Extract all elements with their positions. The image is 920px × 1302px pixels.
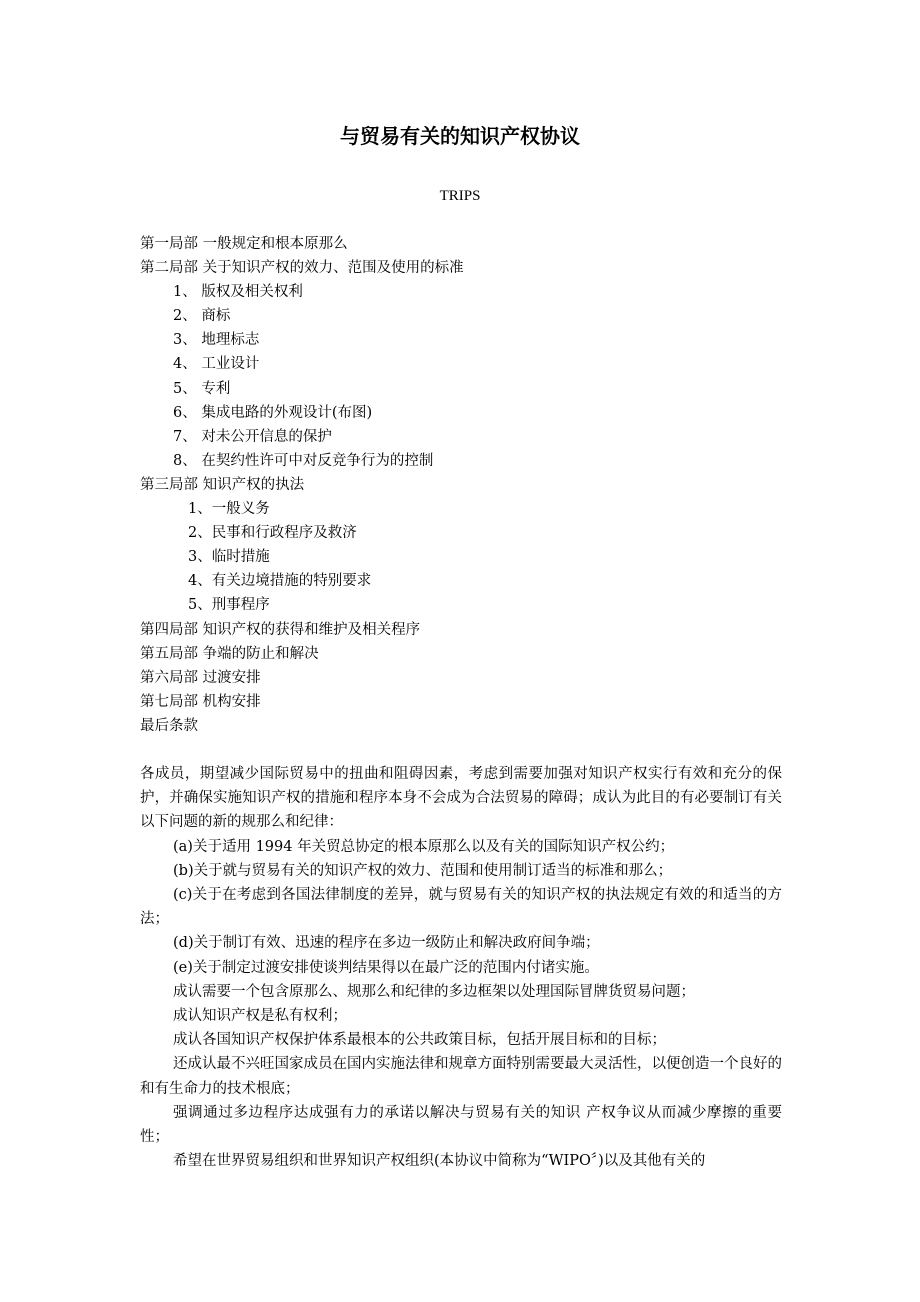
toc-part-3-item: 1、一般义务: [188, 501, 270, 518]
toc-part-2: 第二局部 关于知识产权的效力、范围及使用的标准: [140, 260, 464, 277]
toc-part-3-item: 5、刑事程序: [188, 597, 270, 614]
preamble-item-c: (c)关于在考虑到各国法律制度的差异，就与贸易有关的知识产权的执法规定有效的和适当的方法；: [140, 887, 782, 928]
toc-final-clauses: 最后条款: [140, 717, 198, 734]
toc-part-2-item: 3、 地理标志: [173, 332, 260, 349]
preamble-paragraph: 成认知识产权是私有权利；: [173, 1008, 347, 1025]
toc-part-3-item: 4、有关边境措施的特别要求: [188, 573, 372, 590]
table-of-contents: [140, 232, 800, 738]
toc-part-3-item: 3、临时措施: [188, 549, 270, 566]
toc-part-4: 第四局部 知识产权的获得和维护及相关程序: [140, 621, 421, 638]
preamble-item-e: (e)关于制定过渡安排使谈判结果得以在最广泛的范围内付诸实施。: [173, 959, 599, 976]
toc-part-7: 第七局部 机构安排: [140, 693, 261, 710]
toc-part-2-item: 7、 对未公开信息的保护: [173, 428, 332, 445]
toc-part-6: 第六局部 过渡安排: [140, 669, 261, 686]
toc-part-2-item: 2、 商标: [173, 308, 231, 325]
toc-part-3-item: 2、民事和行政程序及救济: [188, 525, 357, 542]
preamble-item-b: (b)关于就与贸易有关的知识产权的效力、范围和使用制订适当的标准和那么；: [173, 862, 673, 879]
toc-part-1: 第一局部 一般规定和根本原那么: [140, 236, 348, 252]
toc-part-2-item: 6、 集成电路的外观设计(布图): [173, 404, 373, 421]
preamble-paragraph: 成认各国知识产权保护体系最根本的公共政策目标，包括开展目标和的目标；: [173, 1032, 666, 1049]
toc-part-2-item: 8、 在契约性许可中对反竞争行为的控制: [173, 452, 434, 469]
preamble-paragraph: 希望在世界贸易组织和世界知识产权组织(本协议中简称为“WIPO〞)以及其他有关的: [173, 1153, 706, 1170]
preamble: [140, 762, 782, 1173]
preamble-paragraph: 还成认最不兴旺国家成员在国内实施法律和规章方面特别需要最大灵活性，以便创造一个良好的和有生命力的技术根底；: [140, 1056, 782, 1097]
preamble-paragraph: 强调通过多边程序达成强有力的承诺以解决与贸易有关的知识 产权争议从而减少摩擦的重要性；: [140, 1104, 782, 1146]
preamble-intro: 各成员，期望减少国际贸易中的扭曲和阻碍因素，考虑到需要加强对知识产权实行有效和充分的保护，并确保实施知识产权的措施和程序本身不会成为合法贸易的障碍；成认为此目的有必要制订有关以下问题的新的规那么和纪律：: [140, 766, 782, 831]
toc-part-3: 第三局部 知识产权的执法: [140, 476, 305, 493]
preamble-item-d: (d)关于制订有效、迅速的程序在多边一级防止和解决政府间争端；: [173, 935, 600, 952]
toc-part-5: 第五局部 争端的防止和解决: [140, 645, 319, 662]
preamble-item-a: (a)关于适用 1994 年关贸总协定的根本原那么以及有关的国际知识产权公约；: [173, 838, 675, 855]
toc-part-2-item: 5、 专利: [173, 380, 231, 397]
document-title: 与贸易有关的知识产权协议: [340, 124, 580, 148]
document-subtitle: TRIPS: [439, 188, 481, 204]
toc-part-2-item: 4、 工业设计: [173, 356, 260, 373]
toc-part-2-item: 1、 版权及相关权利: [173, 284, 303, 301]
preamble-paragraph: 成认需要一个包含原那么、规那么和纪律的多边框架以处理国际冒牌货贸易问题；: [173, 983, 695, 1000]
